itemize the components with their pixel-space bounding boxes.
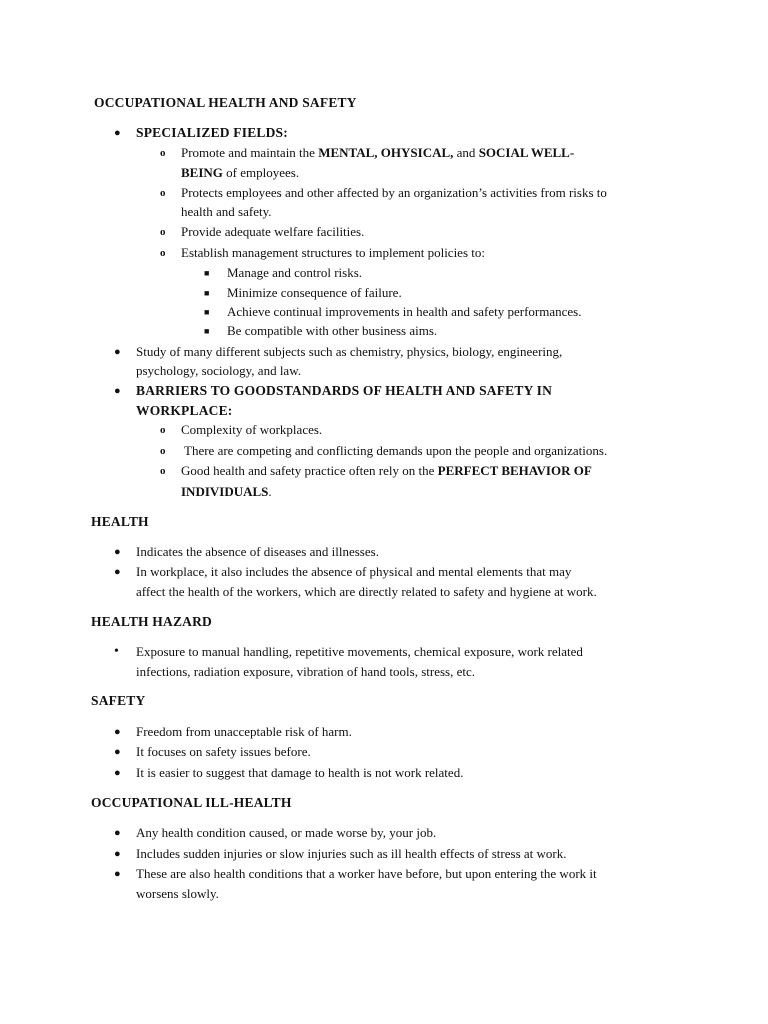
circle-bullet-glyph: o	[160, 424, 166, 436]
study-line-2: psychology, sociology, and law.	[136, 363, 302, 378]
specialized-item-2-line-1: Protects employees and other affected by an organization’s activities from risks to	[181, 185, 607, 200]
bullet-glyph: ●	[114, 868, 121, 880]
document-title: OCCUPATIONAL HEALTH AND SAFETY	[94, 95, 357, 110]
bullet-glyph: ●	[114, 726, 121, 738]
specialized-item-2-line-2: health and safety.	[181, 204, 272, 219]
circle-bullet-glyph: o	[160, 226, 166, 238]
specialized-subitem-1: Manage and control risks.	[227, 265, 363, 280]
circle-bullet-glyph: o	[160, 445, 166, 457]
bullet-glyph: ●	[114, 127, 121, 139]
ill-health-item-3-line-2: worsens slowly.	[136, 886, 219, 901]
hazard-item-line-2: infections, radiation exposure, vibration of hand tools, stress, etc.	[136, 664, 476, 679]
square-bullet-glyph: ■	[204, 288, 210, 298]
health-item-1: Indicates the absence of diseases and illnesses.	[136, 544, 379, 559]
health-item-2-line-1: In workplace, it also includes the absence of physical and mental elements that may	[136, 564, 572, 579]
ill-health-heading: OCCUPATIONAL ILL-HEALTH	[91, 795, 292, 810]
safety-item-1: Freedom from unacceptable risk of harm.	[136, 724, 352, 739]
study-line-1: Study of many different subjects such as chemistry, physics, biology, engineering,	[136, 344, 563, 359]
square-bullet-glyph: ■	[204, 268, 210, 278]
health-heading: HEALTH	[91, 514, 149, 529]
specialized-subitem-4: Be compatible with other business aims.	[227, 323, 438, 338]
barriers-heading-line-2: WORKPLACE:	[136, 403, 233, 418]
bullet-glyph: ●	[114, 346, 121, 358]
ill-health-item-2: Includes sudden injuries or slow injuries such as ill health effects of stress at work.	[136, 846, 567, 861]
square-bullet-glyph: ■	[204, 307, 210, 317]
bullet-glyph: ●	[114, 546, 121, 558]
bullet-glyph: ●	[114, 767, 121, 779]
square-bullet-glyph: ■	[204, 326, 210, 336]
barriers-heading-line-1: BARRIERS TO GOODSTANDARDS OF HEALTH AND SAFETY IN	[136, 383, 553, 398]
specialized-subitem-3: Achieve continual improvements in health and safety performances.	[227, 304, 582, 319]
bullet-glyph: ●	[114, 827, 121, 839]
barriers-item-2: There are competing and conflicting demands upon the people and organizations.	[181, 443, 608, 458]
hazard-item-line-1: Exposure to manual handling, repetitive movements, chemical exposure, work related	[136, 644, 583, 659]
specialized-item-1-line-2: BEING of employees.	[181, 165, 300, 180]
ill-health-item-3-line-1: These are also health conditions that a worker have before, but upon entering the work it	[136, 866, 597, 881]
bullet-glyph: •	[114, 644, 119, 659]
circle-bullet-glyph: o	[160, 247, 166, 259]
safety-heading: SAFETY	[91, 693, 146, 708]
specialized-item-4: Establish management structures to implement policies to:	[181, 245, 485, 260]
specialized-item-1-line-1: Promote and maintain the MENTAL, OHYSICAL, and SOCIAL WELL-	[181, 145, 575, 160]
circle-bullet-glyph: o	[160, 187, 166, 199]
safety-item-2: It focuses on safety issues before.	[136, 744, 311, 759]
health-hazard-heading: HEALTH HAZARD	[91, 614, 213, 629]
safety-item-3: It is easier to suggest that damage to health is not work related.	[136, 765, 464, 780]
bullet-glyph: ●	[114, 566, 121, 578]
bullet-glyph: ●	[114, 385, 121, 397]
health-item-2-line-2: affect the health of the workers, which are directly related to safety and hygiene at work.	[136, 584, 597, 599]
specialized-subitem-2: Minimize consequence of failure.	[227, 285, 402, 300]
circle-bullet-glyph: o	[160, 465, 166, 477]
specialized-fields-heading: SPECIALIZED FIELDS:	[136, 125, 288, 140]
bullet-glyph: ●	[114, 848, 121, 860]
barriers-item-3-line-2: INDIVIDUALS.	[181, 484, 272, 499]
barriers-item-3-line-1: Good health and safety practice often rely on the PERFECT BEHAVIOR OF	[181, 463, 592, 478]
bullet-glyph: ●	[114, 746, 121, 758]
ill-health-item-1: Any health condition caused, or made worse by, your job.	[136, 825, 437, 840]
circle-bullet-glyph: o	[160, 147, 166, 159]
barriers-item-1: Complexity of workplaces.	[181, 422, 323, 437]
specialized-item-3: Provide adequate welfare facilities.	[181, 224, 365, 239]
